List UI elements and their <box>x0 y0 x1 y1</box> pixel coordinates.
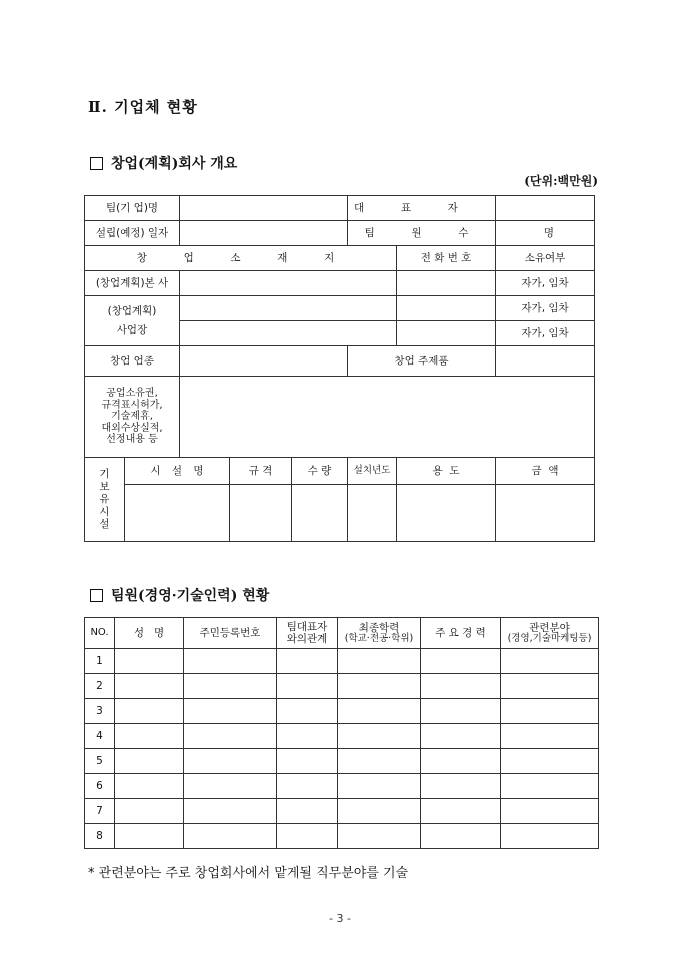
facility-amount-field[interactable] <box>496 485 595 542</box>
field-cell[interactable] <box>501 824 599 849</box>
facilities-side-label <box>85 458 125 542</box>
team-name-label: 팀(기 업)명 <box>85 196 180 221</box>
side-label-char: 보 <box>99 480 110 493</box>
hq-ownership[interactable]: 자가, 임차 <box>496 271 595 296</box>
education-cell[interactable] <box>338 824 421 849</box>
table-row <box>85 699 599 724</box>
name-cell[interactable] <box>115 699 184 724</box>
name-cell[interactable] <box>115 674 184 699</box>
row-number: 8 <box>85 824 115 849</box>
row-number: 5 <box>85 749 115 774</box>
industry-field[interactable] <box>180 346 348 377</box>
education-header-line2: (학교·전공·학위) <box>344 632 414 644</box>
name-cell[interactable] <box>115 799 184 824</box>
relation-cell[interactable] <box>277 724 338 749</box>
table-row <box>85 799 599 824</box>
resident-id-cell[interactable] <box>184 774 277 799</box>
ceo-field[interactable] <box>496 196 595 221</box>
table-row <box>85 674 599 699</box>
table-row <box>85 724 599 749</box>
team-heading <box>90 585 269 605</box>
education-cell[interactable] <box>338 699 421 724</box>
ip-label-line: 기술제휴, <box>111 411 153 423</box>
site2-address-field[interactable] <box>180 321 397 346</box>
career-header: 주 요 경 력 <box>421 618 501 649</box>
education-cell[interactable] <box>338 799 421 824</box>
page-number: - 3 - <box>329 912 351 925</box>
ip-label-line: 선정내용 등 <box>106 434 158 446</box>
education-cell[interactable] <box>338 749 421 774</box>
education-cell[interactable] <box>338 674 421 699</box>
resident-id-cell[interactable] <box>184 674 277 699</box>
name-cell[interactable] <box>115 824 184 849</box>
founding-date-label: 설립(예정) 일자 <box>85 221 180 246</box>
main-product-label: 창업 주제품 <box>348 346 496 377</box>
site1-address-field[interactable] <box>180 296 397 321</box>
team-members-table <box>84 617 599 849</box>
field-cell[interactable] <box>501 699 599 724</box>
member-count-field[interactable]: 명 <box>496 221 595 246</box>
relation-cell[interactable] <box>277 699 338 724</box>
no-header: NO. <box>85 618 115 649</box>
ip-label-line: 공업소유권, <box>106 388 158 400</box>
site1-phone-field[interactable] <box>397 296 496 321</box>
relation-cell[interactable] <box>277 674 338 699</box>
relation-cell[interactable] <box>277 799 338 824</box>
checkbox-square-icon <box>90 157 103 170</box>
overview-heading <box>90 153 237 173</box>
ip-label-line: 대외수상실적, <box>101 422 163 434</box>
name-cell[interactable] <box>115 649 184 674</box>
site1-ownership[interactable]: 자가, 임차 <box>496 296 595 321</box>
section-title: Ⅱ. 기업체 현황 <box>88 98 198 116</box>
site2-ownership[interactable]: 자가, 임차 <box>496 321 595 346</box>
hq-label: (창업계획)본 사 <box>85 271 180 296</box>
education-header <box>338 618 421 649</box>
row-number: 3 <box>85 699 115 724</box>
career-cell[interactable] <box>421 774 501 799</box>
resident-id-cell[interactable] <box>184 649 277 674</box>
relation-cell[interactable] <box>277 749 338 774</box>
founding-date-field[interactable] <box>180 221 348 246</box>
hq-phone-field[interactable] <box>397 271 496 296</box>
relation-cell[interactable] <box>277 824 338 849</box>
member-rows <box>85 649 599 849</box>
career-cell[interactable] <box>421 724 501 749</box>
facility-qty-header: 수 량 <box>292 458 348 485</box>
main-product-field[interactable] <box>496 346 595 377</box>
career-cell[interactable] <box>421 649 501 674</box>
overview-heading-text: 창업(계획)회사 개요 <box>111 156 238 172</box>
row-number: 4 <box>85 724 115 749</box>
site2-phone-field[interactable] <box>397 321 496 346</box>
field-cell[interactable] <box>501 774 599 799</box>
relation-header-line1: 팀대표자 <box>286 620 328 633</box>
team-heading-text: 팀원(경영·기술인력) 현황 <box>111 588 270 604</box>
name-cell[interactable] <box>115 774 184 799</box>
resident-id-cell[interactable] <box>184 749 277 774</box>
ownership-header: 소유여부 <box>496 246 595 271</box>
industry-label: 창업 업종 <box>85 346 180 377</box>
resident-id-cell[interactable] <box>184 724 277 749</box>
education-cell[interactable] <box>338 724 421 749</box>
resident-id-cell[interactable] <box>184 799 277 824</box>
career-cell[interactable] <box>421 824 501 849</box>
name-cell[interactable] <box>115 749 184 774</box>
field-cell[interactable] <box>501 799 599 824</box>
site-label-line1: (창업계획) <box>107 305 157 318</box>
team-name-field[interactable] <box>180 196 348 221</box>
ceo-label: 대 표 자 <box>348 196 496 221</box>
field-header-line1: 관련분야 <box>529 621 570 634</box>
facility-qty-field[interactable] <box>292 485 348 542</box>
site-label <box>85 296 180 346</box>
name-cell[interactable] <box>115 724 184 749</box>
resident-id-cell[interactable] <box>184 824 277 849</box>
relation-header-line2: 와의관계 <box>286 633 328 645</box>
facility-year-header: 설치년도 <box>348 458 397 485</box>
company-overview-table <box>84 195 595 542</box>
table-row <box>85 649 599 674</box>
ip-field[interactable] <box>180 377 595 458</box>
field-cell[interactable] <box>501 649 599 674</box>
table-row <box>85 824 599 849</box>
side-label-char: 설 <box>99 518 110 531</box>
education-cell[interactable] <box>338 649 421 674</box>
field-cell[interactable] <box>501 674 599 699</box>
field-header <box>501 618 599 649</box>
facility-amount-header: 금 액 <box>496 458 595 485</box>
facility-name-header: 시 설 명 <box>125 458 230 485</box>
row-number: 2 <box>85 674 115 699</box>
table-row <box>85 774 599 799</box>
facility-year-field[interactable] <box>348 485 397 542</box>
field-cell[interactable] <box>501 749 599 774</box>
career-cell[interactable] <box>421 674 501 699</box>
ip-label <box>85 377 180 458</box>
field-cell[interactable] <box>501 724 599 749</box>
side-label-char: 기 <box>99 468 110 481</box>
relation-header <box>277 618 338 649</box>
facility-use-header: 용 도 <box>397 458 496 485</box>
facility-name-field[interactable] <box>125 485 230 542</box>
row-number: 6 <box>85 774 115 799</box>
phone-header: 전 화 번 호 <box>397 246 496 271</box>
hq-address-field[interactable] <box>180 271 397 296</box>
facility-spec-header: 규 격 <box>230 458 292 485</box>
side-label-char: 유 <box>99 493 110 506</box>
resident-id-header: 주민등록번호 <box>184 618 277 649</box>
unit-label: (단위:백만원) <box>524 174 598 188</box>
ip-label-line: 규격표시허가, <box>101 399 163 411</box>
row-number: 1 <box>85 649 115 674</box>
career-cell[interactable] <box>421 699 501 724</box>
checkbox-square-icon <box>90 589 103 602</box>
education-cell[interactable] <box>338 774 421 799</box>
career-cell[interactable] <box>421 799 501 824</box>
relation-cell[interactable] <box>277 774 338 799</box>
career-cell[interactable] <box>421 749 501 774</box>
name-header: 성 명 <box>115 618 184 649</box>
table-row <box>85 749 599 774</box>
side-label-char: 시 <box>99 505 110 518</box>
resident-id-cell[interactable] <box>184 699 277 724</box>
footnote: * 관련분야는 주로 창업회사에서 맡게될 직무분야를 기술 <box>88 866 409 881</box>
facility-spec-field[interactable] <box>230 485 292 542</box>
member-count-label: 팀 원 수 <box>348 221 496 246</box>
field-header-line2: (경영,기술마케팅등) <box>507 632 592 644</box>
relation-cell[interactable] <box>277 649 338 674</box>
facility-use-field[interactable] <box>397 485 496 542</box>
education-header-line1: 최종학력 <box>358 621 400 634</box>
location-header: 창 업 소 재 지 <box>85 246 397 271</box>
row-number: 7 <box>85 799 115 824</box>
site-label-line2: 사업장 <box>116 323 148 336</box>
